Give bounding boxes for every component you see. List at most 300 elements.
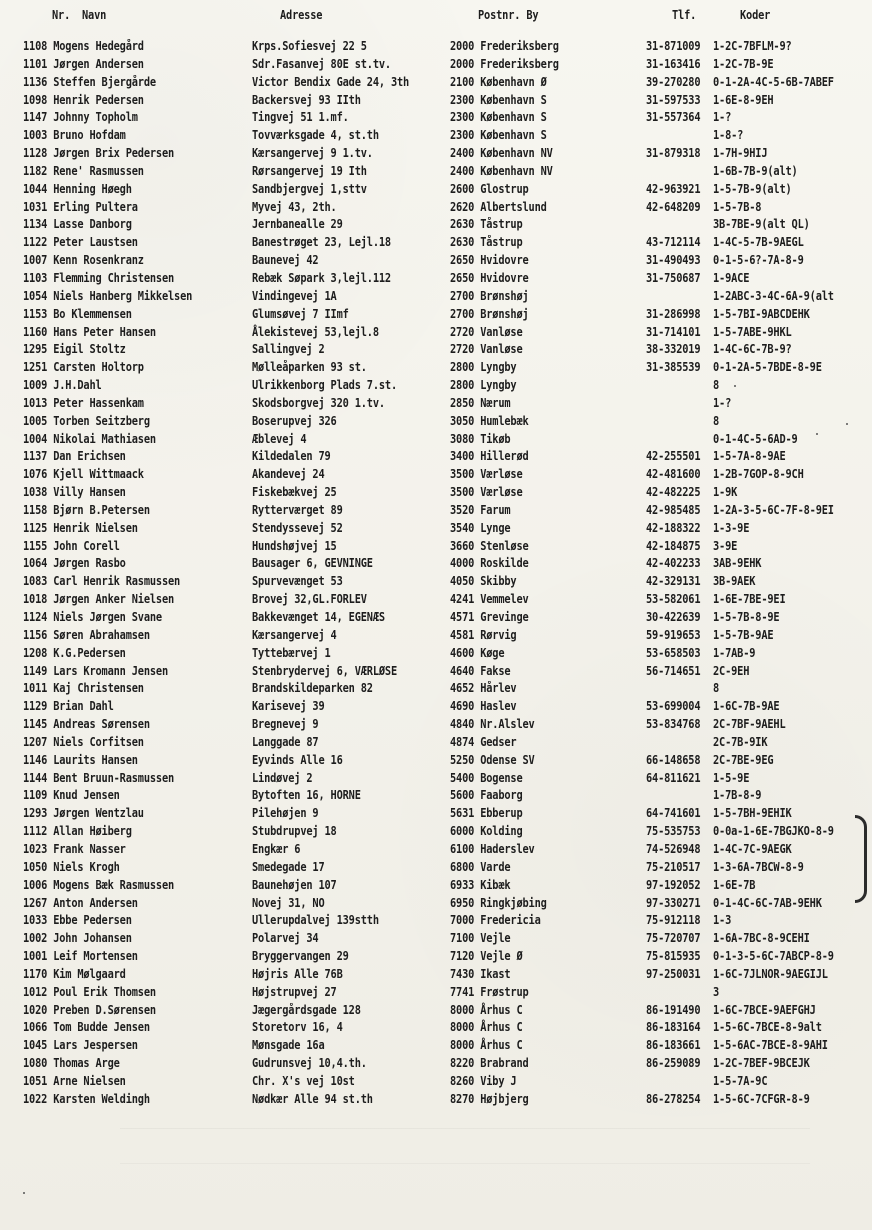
phone-cell: 31-871009: [646, 39, 701, 53]
table-row: [0, 841, 872, 859]
codes-cell: 1-6C-7B-9AE: [713, 699, 780, 714]
table-row: [0, 234, 872, 252]
member-name-cell: 1293 Jørgen Wentzlau: [23, 806, 144, 821]
codes-cell: 1-5-7A-9C: [713, 1073, 768, 1088]
postal-city-cell: 3520 Farum: [450, 502, 511, 517]
table-row: [0, 145, 872, 163]
member-name-cell: 1002 John Johansen: [23, 931, 132, 946]
postal-city-cell: 2600 Glostrup: [450, 181, 529, 196]
scan-speck: [23, 1192, 25, 1194]
table-row: [0, 127, 872, 145]
table-row: [0, 199, 872, 217]
address-cell: Karisevej 39: [252, 699, 325, 714]
member-name-cell: 1038 Villy Hansen: [23, 485, 126, 500]
postal-city-cell: 2800 Lyngby: [450, 360, 517, 375]
phone-cell: 42-255501: [646, 449, 701, 464]
address-cell: Boserupvej 326: [252, 413, 337, 428]
table-row: [0, 466, 872, 484]
address-cell: Kærsangervej 4: [252, 627, 337, 642]
postal-city-cell: 6000 Kolding: [450, 824, 523, 839]
postal-city-cell: 2700 Brønshøj: [450, 306, 529, 321]
table-row: [0, 502, 872, 520]
phone-cell: 38-332019: [646, 342, 701, 357]
phone-cell: 42-184875: [646, 538, 701, 553]
member-name-cell: 1005 Torben Seitzberg: [23, 413, 150, 428]
codes-cell: 0-0a-1-6E-7BGJKO-8-9: [713, 824, 834, 839]
address-cell: Mølleåparken 93 st.: [252, 360, 367, 375]
codes-cell: 1-5-7A-8-9AE: [713, 449, 786, 464]
table-row: [0, 448, 872, 466]
codes-cell: 1-9ACE: [713, 270, 750, 285]
phone-cell: 31-879318: [646, 146, 701, 161]
phone-cell: 43-712114: [646, 235, 701, 250]
address-cell: Storetorv 16, 4: [252, 1020, 343, 1035]
member-name-cell: 1136 Steffen Bjergårde: [23, 74, 156, 89]
address-cell: Kildedalen 79: [252, 449, 331, 464]
table-row: [0, 752, 872, 770]
codes-cell: 1-4C-5-7B-9AEGL: [713, 235, 804, 250]
member-name-cell: 1109 Knud Jensen: [23, 788, 120, 803]
table-row: [0, 109, 872, 127]
phone-cell: 42-963921: [646, 181, 701, 196]
codes-cell: 1-5-7B-8: [713, 199, 762, 214]
member-name-cell: 1145 Andreas Sørensen: [23, 717, 150, 732]
phone-column-header: Tlf.: [672, 8, 697, 22]
member-name-cell: 1149 Lars Kromann Jensen: [23, 663, 168, 678]
member-name-cell: 1020 Preben D.Sørensen: [23, 1002, 156, 1017]
address-cell: Langgade 87: [252, 734, 319, 749]
table-row: [0, 734, 872, 752]
phone-cell: 75-720707: [646, 931, 701, 946]
codes-cell: 2C-9EH: [713, 663, 750, 678]
phone-cell: 42-402233: [646, 556, 701, 571]
member-name-cell: 1064 Jørgen Rasbo: [23, 556, 126, 571]
member-name-cell: 1045 Lars Jespersen: [23, 1038, 138, 1053]
table-row: [0, 288, 872, 306]
address-cell: Banestrøget 23, Lejl.18: [252, 235, 391, 250]
postal-city-cell: 3080 Tikøb: [450, 431, 511, 446]
postal-city-cell: 7741 Frøstrup: [450, 984, 529, 999]
phone-cell: 31-557364: [646, 110, 701, 125]
member-name-cell: 1066 Tom Budde Jensen: [23, 1020, 150, 1035]
codes-cell: 0-1-5-6?-7A-8-9: [713, 253, 804, 268]
table-row: [0, 645, 872, 663]
codes-cell: 1-8-?: [713, 128, 744, 143]
member-name-cell: 1128 Jørgen Brix Pedersen: [23, 146, 175, 161]
address-cell: Bregnevej 9: [252, 717, 319, 732]
member-name-cell: 1018 Jørgen Anker Nielsen: [23, 592, 175, 607]
member-name-cell: 1011 Kaj Christensen: [23, 681, 144, 696]
codes-cell: 1-2C-7BEF-9BCEJK: [713, 1056, 810, 1071]
member-name-cell: 1129 Brian Dahl: [23, 699, 114, 714]
phone-cell: 86-183164: [646, 1020, 701, 1035]
table-row: [0, 680, 872, 698]
codes-cell: 1-2C-7B-9E: [713, 56, 774, 71]
postal-city-cell: 2720 Vanløse: [450, 324, 523, 339]
phone-cell: 97-192052: [646, 877, 701, 892]
codes-cell: 1-6E-8-9EH: [713, 92, 774, 107]
phone-cell: 53-834768: [646, 717, 701, 732]
codes-cell: 3-9E: [713, 538, 738, 553]
table-row: [0, 252, 872, 270]
codes-cell: 1-4C-7C-9AEGK: [713, 841, 792, 856]
codes-cell: 1-6B-7B-9(alt): [713, 163, 798, 178]
postal-city-cell: 4581 Rørvig: [450, 627, 517, 642]
postal-city-cell: 2300 København S: [450, 128, 547, 143]
member-name-cell: 1112 Allan Høiberg: [23, 824, 132, 839]
phone-cell: 31-385539: [646, 360, 701, 375]
table-row: [0, 877, 872, 895]
table-row: [0, 555, 872, 573]
address-cell: Tingvej 51 1.mf.: [252, 110, 349, 125]
postal-city-cell: 4241 Vemmelev: [450, 592, 529, 607]
address-cell: Lindøvej 2: [252, 770, 313, 785]
phone-cell: 31-750687: [646, 270, 701, 285]
table-row: [0, 948, 872, 966]
address-cell: Bryggervangen 29: [252, 949, 349, 964]
postal-city-cell: 2620 Albertslund: [450, 199, 547, 214]
table-row: [0, 431, 872, 449]
codes-cell: 1-9K: [713, 485, 738, 500]
member-name-cell: 1044 Henning Høegh: [23, 181, 132, 196]
address-cell: Vindingevej 1A: [252, 288, 337, 303]
phone-cell: 42-482225: [646, 485, 701, 500]
member-table-rows: [0, 38, 872, 1106]
postal-city-cell: 2700 Brønshøj: [450, 288, 529, 303]
codes-cell: 2C-7BE-9EG: [713, 752, 774, 767]
phone-cell: 53-699004: [646, 699, 701, 714]
postal-city-column-header: Postnr. By: [478, 8, 539, 22]
codes-cell: 8: [713, 681, 720, 696]
address-cell: Brandskildeparken 82: [252, 681, 373, 696]
postal-city-cell: 7430 Ikast: [450, 966, 511, 981]
member-name-cell: 1103 Flemming Christensen: [23, 270, 175, 285]
postal-city-cell: 4640 Fakse: [450, 663, 511, 678]
member-name-cell: 1134 Lasse Danborg: [23, 217, 132, 232]
table-row: [0, 895, 872, 913]
address-cell: Fiskebækvej 25: [252, 485, 337, 500]
postal-city-cell: 8220 Brabrand: [450, 1056, 529, 1071]
postal-city-cell: 2650 Hvidovre: [450, 253, 529, 268]
table-row: [0, 181, 872, 199]
member-name-cell: 1098 Henrik Pedersen: [23, 92, 144, 107]
postal-city-cell: 3400 Hillerød: [450, 449, 529, 464]
table-row: [0, 805, 872, 823]
phone-cell: 59-919653: [646, 627, 701, 642]
table-row: [0, 306, 872, 324]
postal-city-cell: 5250 Odense SV: [450, 752, 535, 767]
address-cell: Smedegade 17: [252, 859, 325, 874]
address-cell: Kærsangervej 9 1.tv.: [252, 146, 373, 161]
address-cell: Engkær 6: [252, 841, 301, 856]
address-cell: Pilehøjen 9: [252, 806, 319, 821]
table-row: [0, 823, 872, 841]
table-row: [0, 324, 872, 342]
phone-cell: 53-658503: [646, 645, 701, 660]
table-row: [0, 609, 872, 627]
address-cell: Nødkær Alle 94 st.th: [252, 1091, 373, 1106]
postal-city-cell: 8000 Århus C: [450, 1020, 523, 1035]
phone-cell: 31-286998: [646, 306, 701, 321]
codes-cell: 1-5-7B-9AE: [713, 627, 774, 642]
address-cell: Stenbrydervej 6, VÆRLØSE: [252, 663, 397, 678]
address-cell: Novej 31, NO: [252, 895, 325, 910]
codes-cell: 1-7H-9HIJ: [713, 146, 768, 161]
member-name-cell: 1156 Søren Abrahamsen: [23, 627, 150, 642]
codes-cell: 3B-7BE-9(alt QL): [713, 217, 810, 232]
member-name-cell: 1158 Bjørn B.Petersen: [23, 502, 150, 517]
member-name-cell: 1031 Erling Pultera: [23, 199, 138, 214]
member-name-cell: 1050 Niels Krogh: [23, 859, 120, 874]
postal-city-cell: 5400 Bogense: [450, 770, 523, 785]
address-cell: Sandbjergvej 1,sttv: [252, 181, 367, 196]
address-cell: Højstrupvej 27: [252, 984, 337, 999]
address-cell: Ulrikkenborg Plads 7.st.: [252, 378, 397, 393]
member-name-cell: 1146 Laurits Hansen: [23, 752, 138, 767]
table-header: [26, 6, 852, 24]
address-cell: Æblevej 4: [252, 431, 307, 446]
member-name-cell: 1004 Nikolai Mathiasen: [23, 431, 156, 446]
postal-city-cell: 3050 Humlebæk: [450, 413, 529, 428]
codes-cell: 1-5-7B-9(alt): [713, 181, 792, 196]
codes-cell: 1-7AB-9: [713, 645, 756, 660]
codes-cell: 1-6E-7B: [713, 877, 756, 892]
phone-cell: 42-648209: [646, 199, 701, 214]
postal-city-cell: 4840 Nr.Alslev: [450, 717, 535, 732]
member-name-cell: 1009 J.H.Dahl: [23, 378, 102, 393]
postal-city-cell: 2000 Frederiksberg: [450, 39, 559, 53]
member-name-cell: 1147 Johnny Topholm: [23, 110, 138, 125]
postal-city-cell: 4874 Gedser: [450, 734, 517, 749]
codes-cell: 1-5-7BH-9EHIK: [713, 806, 792, 821]
codes-cell: 3B-9AEK: [713, 574, 756, 589]
postal-city-cell: 2650 Hvidovre: [450, 270, 529, 285]
postal-city-cell: 4000 Roskilde: [450, 556, 529, 571]
postal-city-cell: 2720 Vanløse: [450, 342, 523, 357]
member-name-cell: 1295 Eigil Stoltz: [23, 342, 126, 357]
codes-column-header: Koder: [740, 8, 771, 22]
address-cell: Højris Alle 76B: [252, 966, 343, 981]
codes-cell: 1-?: [713, 395, 732, 410]
phone-cell: 75-912118: [646, 913, 701, 928]
member-name-cell: 1012 Poul Erik Thomsen: [23, 984, 156, 999]
postal-city-cell: 2400 København NV: [450, 146, 553, 161]
member-name-cell: 1155 John Corell: [23, 538, 120, 553]
address-cell: Baunevej 42: [252, 253, 319, 268]
codes-cell: 2C-7BF-9AEHL: [713, 717, 786, 732]
address-cell: Sallingvej 2: [252, 342, 325, 357]
phone-cell: 86-191490: [646, 1002, 701, 1017]
table-row: [0, 216, 872, 234]
member-name-cell: 1033 Ebbe Pedersen: [23, 913, 132, 928]
table-row: [0, 859, 872, 877]
number-column-header: Nr.: [52, 8, 71, 22]
codes-cell: 1-3-6A-7BCW-8-9: [713, 859, 804, 874]
postal-city-cell: 7000 Fredericia: [450, 913, 541, 928]
postal-city-cell: 6100 Haderslev: [450, 841, 535, 856]
member-name-cell: 1080 Thomas Arge: [23, 1056, 120, 1071]
table-row: [0, 395, 872, 413]
phone-cell: 31-163416: [646, 56, 701, 71]
phone-cell: 31-597533: [646, 92, 701, 107]
member-name-cell: 1182 Rene' Rasmussen: [23, 163, 144, 178]
codes-cell: 1-2ABC-3-4C-6A-9(alt: [713, 288, 834, 303]
phone-cell: 31-714101: [646, 324, 701, 339]
postal-city-cell: 2800 Lyngby: [450, 378, 517, 393]
postal-city-cell: 3500 Værløse: [450, 485, 523, 500]
codes-cell: 1-6A-7BC-8-9CEHI: [713, 931, 810, 946]
postal-city-cell: 4690 Haslev: [450, 699, 517, 714]
postal-city-cell: 4600 Køge: [450, 645, 505, 660]
codes-cell: 1-5-9E: [713, 770, 750, 785]
postal-city-cell: 4050 Skibby: [450, 574, 517, 589]
member-name-cell: 1160 Hans Peter Hansen: [23, 324, 156, 339]
codes-cell: 1-5-7ABE-9HKL: [713, 324, 792, 339]
phone-cell: 31-490493: [646, 253, 701, 268]
phone-cell: 56-714651: [646, 663, 701, 678]
table-row: [0, 663, 872, 681]
postal-city-cell: 2850 Nærum: [450, 395, 511, 410]
address-cell: Rytterværget 89: [252, 502, 343, 517]
postal-city-cell: 6800 Varde: [450, 859, 511, 874]
postal-city-cell: 7100 Vejle: [450, 931, 511, 946]
table-row: [0, 538, 872, 556]
table-row: [0, 38, 872, 56]
member-name-cell: 1007 Kenn Rosenkranz: [23, 253, 144, 268]
postal-city-cell: 2300 København S: [450, 92, 547, 107]
codes-cell: 1-2A-3-5-6C-7F-8-9EI: [713, 502, 834, 517]
codes-cell: 1-?: [713, 110, 732, 125]
member-name-cell: 1013 Peter Hassenkam: [23, 395, 144, 410]
codes-cell: 1-6C-7BCE-9AEFGHJ: [713, 1002, 816, 1017]
phone-cell: 66-148658: [646, 752, 701, 767]
address-cell: Eyvinds Alle 16: [252, 752, 343, 767]
address-cell: Jægergårdsgade 128: [252, 1002, 361, 1017]
postal-city-cell: 5631 Ebberup: [450, 806, 523, 821]
postal-city-cell: 2100 København Ø: [450, 74, 547, 89]
postal-city-cell: 7120 Vejle Ø: [450, 949, 523, 964]
address-cell: Jernbanealle 29: [252, 217, 343, 232]
table-row: [0, 341, 872, 359]
phone-cell: 42-481600: [646, 467, 701, 482]
address-cell: Akandevej 24: [252, 467, 325, 482]
member-name-cell: 1125 Henrik Nielsen: [23, 520, 138, 535]
address-cell: Hundshøjvej 15: [252, 538, 337, 553]
address-cell: Victor Bendix Gade 24, 3th: [252, 74, 410, 89]
address-column-header: Adresse: [280, 8, 323, 22]
address-cell: Spurvevænget 53: [252, 574, 343, 589]
address-cell: Stendyssevej 52: [252, 520, 343, 535]
phone-cell: 42-985485: [646, 502, 701, 517]
address-cell: Gudrunsvej 10,4.th.: [252, 1056, 367, 1071]
codes-cell: 0-1-3-5-6C-7ABCP-8-9: [713, 949, 834, 964]
member-name-cell: 1003 Bruno Hofdam: [23, 128, 126, 143]
member-name-cell: 1137 Dan Erichsen: [23, 449, 126, 464]
member-name-cell: 1022 Karsten Weldingh: [23, 1091, 150, 1106]
codes-cell: 1-4C-6C-7B-9?: [713, 342, 792, 357]
member-name-cell: 1144 Bent Bruun-Rasmussen: [23, 770, 175, 785]
table-row: [0, 413, 872, 431]
address-cell: Tyttebærvej 1: [252, 645, 331, 660]
postal-city-cell: 4571 Grevinge: [450, 610, 529, 624]
phone-cell: 30-422639: [646, 610, 701, 624]
member-name-cell: 1122 Peter Laustsen: [23, 235, 138, 250]
address-cell: Polarvej 34: [252, 931, 319, 946]
table-row: [0, 966, 872, 984]
member-name-cell: 1153 Bo Klemmensen: [23, 306, 132, 321]
address-cell: Bakkevænget 14, EGENÆS: [252, 610, 385, 624]
member-name-cell: 1076 Kjell Wittmaack: [23, 467, 144, 482]
phone-cell: 64-811621: [646, 770, 701, 785]
postal-city-cell: 8260 Viby J: [450, 1073, 517, 1088]
postal-city-cell: 6950 Ringkjøbing: [450, 895, 547, 910]
address-cell: Brovej 32,GL.FORLEV: [252, 592, 367, 607]
phone-cell: 97-330271: [646, 895, 701, 910]
codes-cell: 0-1-2A-5-7BDE-8-9E: [713, 360, 822, 375]
table-row: [0, 573, 872, 591]
phone-cell: 64-741601: [646, 806, 701, 821]
table-row: [0, 359, 872, 377]
table-row: [0, 1019, 872, 1037]
codes-cell: 1-2C-7BFLM-9?: [713, 39, 792, 53]
codes-cell: 1-6C-7JLNOR-9AEGIJL: [713, 966, 828, 981]
postal-city-cell: 2630 Tåstrup: [450, 217, 523, 232]
member-name-cell: 1170 Kim Mølgaard: [23, 966, 126, 981]
table-row: [0, 984, 872, 1002]
address-cell: Baunehøjen 107: [252, 877, 337, 892]
codes-cell: 1-5-6C-7BCE-8-9alt: [713, 1020, 822, 1035]
faint-show-through-text-area: [120, 1128, 810, 1164]
postal-city-cell: 3500 Værløse: [450, 467, 523, 482]
postal-city-cell: 2000 Frederiksberg: [450, 56, 559, 71]
address-cell: Ullerupdalvej 139stth: [252, 913, 379, 928]
member-name-cell: 1054 Niels Hanberg Mikkelsen: [23, 288, 193, 303]
codes-cell: 3: [713, 984, 720, 999]
codes-cell: 1-5-7B-8-9E: [713, 610, 780, 624]
codes-cell: 1-7B-8-9: [713, 788, 762, 803]
codes-cell: 1-5-6AC-7BCE-8-9AHI: [713, 1038, 828, 1053]
address-cell: Rebæk Søpark 3,lejl.112: [252, 270, 391, 285]
phone-cell: 97-250031: [646, 966, 701, 981]
name-column-header: Navn: [82, 8, 107, 22]
member-name-cell: 1083 Carl Henrik Rasmussen: [23, 574, 181, 589]
address-cell: Chr. X's vej 10st: [252, 1073, 355, 1088]
codes-cell: 8: [713, 378, 720, 393]
member-name-cell: 1207 Niels Corfitsen: [23, 734, 144, 749]
member-name-cell: 1001 Leif Mortensen: [23, 949, 138, 964]
address-cell: Rørsangervej 19 Ith: [252, 163, 367, 178]
member-name-cell: 1006 Mogens Bæk Rasmussen: [23, 877, 175, 892]
phone-cell: 86-259089: [646, 1056, 701, 1071]
postal-city-cell: 6933 Kibæk: [450, 877, 511, 892]
phone-cell: 39-270280: [646, 74, 701, 89]
codes-cell: 1-6E-7BE-9EI: [713, 592, 786, 607]
postal-city-cell: 4652 Hårlev: [450, 681, 517, 696]
codes-cell: 0-1-4C-5-6AD-9: [713, 431, 798, 446]
table-row: [0, 1091, 872, 1109]
codes-cell: 8: [713, 413, 720, 428]
address-cell: Skodsborgvej 320 1.tv.: [252, 395, 385, 410]
table-row: [0, 163, 872, 181]
table-row: [0, 912, 872, 930]
phone-cell: 75-210517: [646, 859, 701, 874]
table-row: [0, 484, 872, 502]
address-cell: Sdr.Fasanvej 80E st.tv.: [252, 56, 391, 71]
address-cell: Backersvej 93 IIth: [252, 92, 361, 107]
table-row: [0, 1002, 872, 1020]
phone-cell: 75-815935: [646, 949, 701, 964]
address-cell: Tovværksgade 4, st.th: [252, 128, 379, 143]
